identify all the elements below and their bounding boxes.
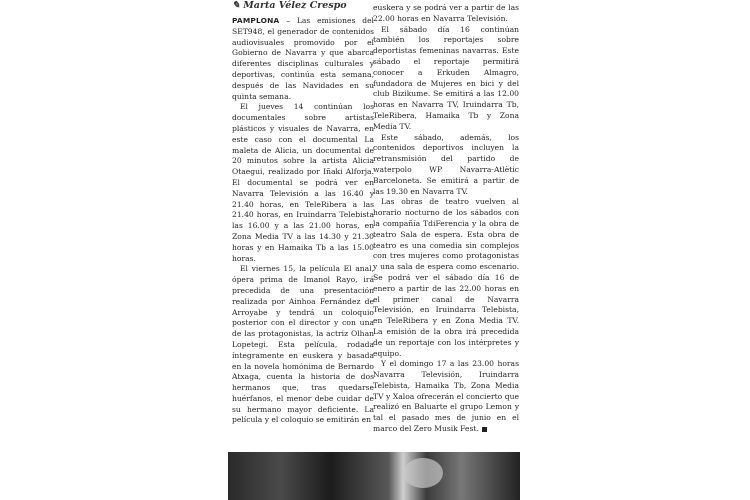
lead-text: – Las emisiones del SET948, el generador de contenidos audiovisuales promovido por el Gobierno de Navarra y que abarca diferentes disciplinas culturales y deportivas, continúa esta semana, después de las Navidades en su quinta semana. bbox=[232, 16, 374, 101]
paragraph: El viernes 15, la película El anal, ópera prima de Imanol Rayo, irá precedida de una presentación realizada por Ainhoa Fernández de Arroyabe y tendrá un coloquio posterior con el director y con una de las protagonistas, la actriz Olhan Lopetegi. Esta película, rodada íntegramente en euskera y basada en la novela homónima de Bernardo Atxaga, cuenta la historia de dos hermanos que, tras quedarse huérfanos, el menor debe cuidar de su hermano mayor deficiente. La película y el coloquio se emitirán en bbox=[232, 264, 374, 425]
paragraph: Las obras de teatro vuelven al horario nocturno de los sábados con la compañía TdiFerencia y la obra de teatro Sala de espera. Esta obra de teatro es una comedia sin complejos con tres mujeres como protagonistas y una sala de espera como escenario. Se podrá ver el sábado día 16 de enero a partir de las 22.00 horas en el primer canal de Navarra Televisión, en Iruindarra Telebista, en TeleRibera y en Zona Media TV. La emisión de la obra irá precedida de un reportaje con los intérpretes y equipo. bbox=[373, 197, 519, 358]
dateline: PAMPLONA bbox=[232, 16, 280, 25]
paragraph: El sábado día 16 continúan también los reportajes sobre deportistas femeninas navarras. Este sábado el reportaje permitirá conocer a Erkuden Almagro, fundadora de Mujeres en bici y del club Bizikume. Se emitirá a las 12.00 horas en Navarra TV, Iruindarra Tb, TeleRibera, Hamaika Tb y Zona Media TV. bbox=[373, 24, 519, 131]
paragraph-last bbox=[373, 359, 519, 435]
byline: ✎ Marta Vélez Crespo bbox=[232, 0, 347, 11]
paragraph: Este sábado, además, los contenidos deportivos incluyen la retransmisión del partido de waterpolo WP Navarra-Atlètic Barceloneta. Se emitirá a partir de las 19.30 en Navarra TV. bbox=[373, 132, 519, 196]
paragraph: euskera y se podrá ver a partir de las 22.00 horas en Navarra Televisión. bbox=[373, 3, 519, 23]
photo-highlight bbox=[403, 458, 443, 488]
byline-text: Marta Vélez Crespo bbox=[243, 0, 347, 11]
article-column-left bbox=[232, 16, 374, 426]
paragraph-last-text: Y el domingo 17 a las 23.00 horas Navarra Televisión, Iruindarra Telebista, Hamaika Tb, Zona Media TV y Xaloa ofrecerán el concierto que realizó en Baluarte el grupo Lemon y tal el pasado mes de junio en el marco del Zero Musik Fest. bbox=[373, 359, 519, 434]
article-column-right bbox=[373, 3, 519, 435]
paragraph-lead bbox=[232, 16, 374, 102]
end-mark-icon bbox=[482, 427, 487, 432]
article-photo bbox=[228, 452, 520, 500]
paragraph: El jueves 14 continúan los documentales sobre artistas plásticos y visuales de Navarra, en este caso con el documental La maleta de Alicia, un documental de 20 minutos sobre la artista Alicia Otaegui, realizado por Iñaki Alforja. El documental se podrá ver en Navarra Televisión a las 16.40 y 21.40 horas, en TeleRibera a las 21.40 horas, en Iruindarra Telebista las 16.00 y a las 21.00 horas, en Zona Media TV a las 14.30 y 21.30 horas y en Hamaika Tb a las 15.00 horas. bbox=[232, 102, 374, 263]
